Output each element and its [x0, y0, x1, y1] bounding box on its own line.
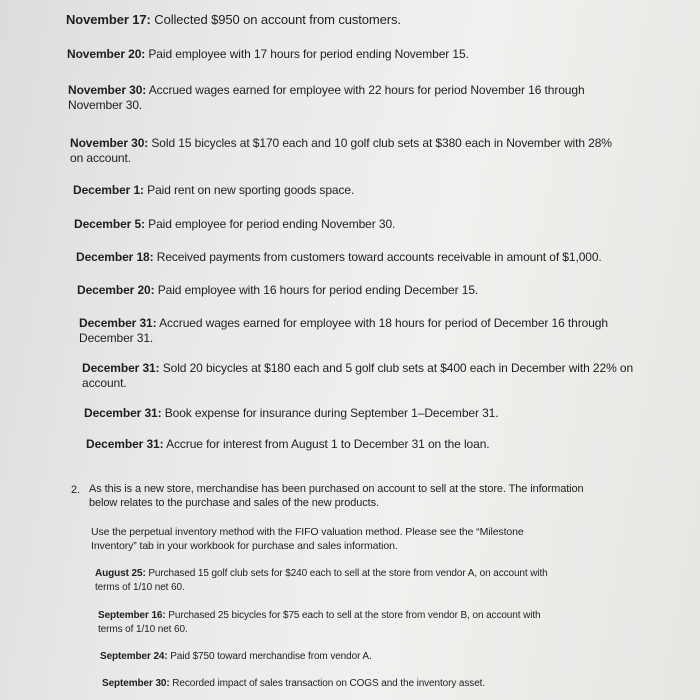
entry-text-cont: November 30. — [68, 98, 143, 112]
entry-dec-31-sales — [82, 361, 633, 391]
entry-text-cont: on account. — [70, 151, 131, 165]
entry-nov-30-wages — [68, 83, 585, 113]
entry-date: December 5: — [74, 217, 145, 231]
entry-nov-20 — [67, 47, 469, 62]
entry-date: November 17: — [66, 12, 151, 27]
entry-dec-31-insurance — [84, 406, 498, 421]
entry-text: Paid employee with 17 hours for period ending November 15. — [145, 47, 469, 61]
item2-intro — [89, 482, 584, 510]
entry-text: Sold 20 bicycles at $180 each and 5 golf club sets at $400 each in December with 22% on — [159, 361, 634, 375]
entry-text: Collected $950 on account from customers. — [150, 12, 401, 27]
entry-dec-31-wages — [79, 316, 608, 346]
entry-text-cont: December 31. — [79, 331, 154, 345]
entry-text-cont: terms of 1/10 net 60. — [98, 624, 188, 635]
entry-date: December 31: — [82, 361, 160, 375]
entry-text: Paid $750 toward merchandise from vendor A. — [167, 651, 372, 662]
entry-date: September 16: — [98, 610, 166, 621]
entry-date: December 18: — [76, 250, 154, 264]
entry-dec-1 — [73, 183, 354, 198]
entry-text-cont: account. — [82, 376, 127, 390]
entry-date: November 30: — [68, 83, 147, 97]
entry-text: Purchased 15 golf club sets for $240 each to sell at the store from vendor A, on account with — [145, 568, 548, 579]
entry-text-cont: terms of 1/10 net 60. — [95, 582, 185, 593]
sub-entry-aug-25 — [95, 567, 548, 595]
entry-text: Accrued wages earned for employee with 18 hours for period of December 16 through — [156, 316, 608, 330]
entry-text: Paid employee for period ending November 30. — [144, 217, 396, 231]
sub-entry-sep-30 — [102, 677, 485, 691]
item2-note-line: Use the perpetual inventory method with the FIFO valuation method. Please see the “Milestone — [91, 526, 524, 538]
entry-date: September 30: — [102, 678, 170, 689]
item2-line: As this is a new store, merchandise has been purchased on account to sell at the store. The information — [89, 483, 584, 495]
item2-line: below relates to the purchase and sales of the new products. — [89, 497, 379, 509]
item2-note — [91, 525, 524, 553]
entry-date: November 20: — [67, 47, 146, 61]
sub-entry-sep-16 — [98, 609, 540, 637]
entry-date: August 25: — [95, 568, 146, 579]
list-number: 2. — [71, 484, 81, 496]
item2-note-line: Inventory” tab in your workbook for purchase and sales information. — [91, 540, 398, 552]
entry-text: Purchased 25 bicycles for $75 each to sell at the store from vendor B, on account with — [165, 610, 541, 621]
entry-dec-20 — [77, 283, 478, 298]
entry-dec-5 — [74, 217, 395, 232]
entry-text: Accrue for interest from August 1 to December 31 on the loan. — [163, 437, 490, 451]
entry-date: December 31: — [86, 437, 164, 451]
entry-nov-30-sales — [70, 136, 612, 166]
entry-text: Book expense for insurance during September 1–December 31. — [161, 406, 499, 420]
entry-text: Paid employee with 16 hours for period ending December 15. — [154, 283, 479, 297]
entry-dec-18 — [76, 250, 602, 265]
entry-dec-31-interest — [86, 437, 490, 452]
entry-date: December 31: — [79, 316, 157, 330]
entry-text: Received payments from customers toward accounts receivable in amount of $1,000. — [153, 250, 602, 264]
entry-nov-17 — [66, 12, 401, 27]
entry-text: Paid rent on new sporting goods space. — [143, 183, 355, 197]
sub-entry-sep-24 — [100, 650, 372, 664]
entry-date: December 20: — [77, 283, 155, 297]
entry-text: Recorded impact of sales transaction on COGS and the inventory asset. — [169, 678, 486, 689]
entry-date: December 1: — [73, 183, 144, 197]
entry-text: Accrued wages earned for employee with 22 hours for period November 16 through — [146, 83, 585, 97]
entry-date: December 31: — [84, 406, 162, 420]
entry-date: November 30: — [70, 136, 149, 150]
entry-date: September 24: — [100, 651, 168, 662]
entry-text: Sold 15 bicycles at $170 each and 10 golf club sets at $380 each in November with 28% — [148, 136, 612, 150]
